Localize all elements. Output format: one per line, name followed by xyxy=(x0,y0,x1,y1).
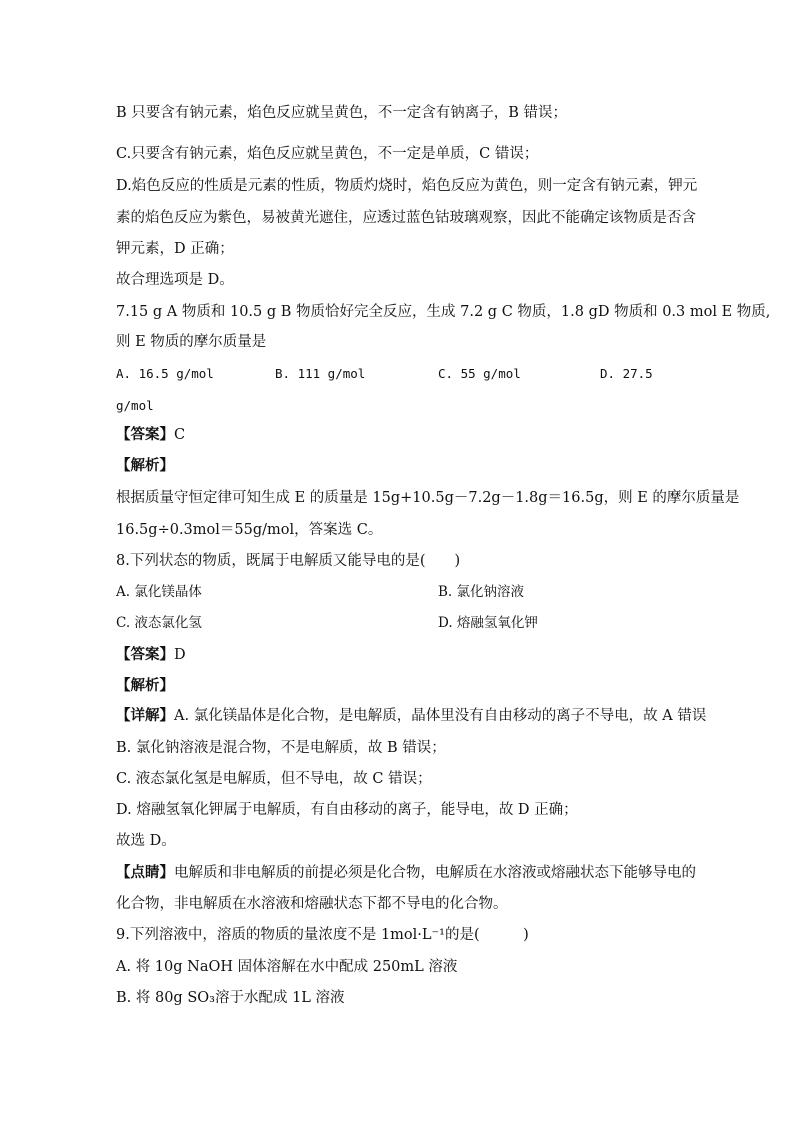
q8-option-d: D. 熔融氢氧化钾 xyxy=(438,615,538,631)
answer-tag: 【答案】 xyxy=(116,646,174,663)
answer-value: D xyxy=(174,647,186,663)
answer-line xyxy=(116,425,694,445)
text-line: 根据质量守恒定律可知生成 E 的质量是 15g+10.5g－7.2g－1.8g＝16.5g，则 E 的摩尔质量是 xyxy=(116,490,740,506)
text-line: 故合理选项是 D。 xyxy=(116,272,234,288)
analysis-tag: 【解析】 xyxy=(116,457,174,474)
q8-option-b: B. 氯化钠溶液 xyxy=(438,584,525,600)
q7-option-a: A. 16.5 g/mol xyxy=(116,366,214,381)
hint-text: 电解质和非电解质的前提必须是化合物，电解质在水溶液或熔融状态下能够导电的 xyxy=(174,865,696,881)
q7-option-d: D. 27.5 xyxy=(600,366,653,381)
text-line: 钾元素，D 正确； xyxy=(116,241,234,257)
detail-line xyxy=(116,706,707,726)
q8-option-c: C. 液态氯化氢 xyxy=(116,615,202,631)
answer-tag: 【答案】 xyxy=(116,426,174,443)
text-line: 故选 D。 xyxy=(116,833,176,849)
text-line: B 只要含有钠元素，焰色反应就呈黄色，不一定含有钠离子，B 错误； xyxy=(116,105,568,121)
text-line: 素的焰色反应为紫色，易被黄光遮住，应透过蓝色钴玻璃观察，因此不能确定该物质是否含 xyxy=(116,210,696,226)
text-line: D.焰色反应的性质是元素的性质，物质灼烧时，焰色反应为黄色，则一定含有钠元素，钾元 xyxy=(116,178,698,194)
q7-option-c: C. 55 g/mol xyxy=(438,366,521,381)
q8-option-a: A. 氯化镁晶体 xyxy=(116,584,202,600)
text-line: B. 氯化钠溶液是混合物，不是电解质，故 B 错误； xyxy=(116,740,446,756)
text-line: C. 液态氯化氢是电解质，但不导电，故 C 错误； xyxy=(116,771,432,787)
q9-option-b: B. 将 80g SO₃溶于水配成 1L 溶液 xyxy=(116,990,345,1006)
question-7-stem: 7.15 g A 物质和 10.5 g B 物质恰好完全反应，生成 7.2 g C 物质，1.8 gD 物质和 0.3 mol E 物质, xyxy=(116,304,771,320)
hint-line xyxy=(116,863,694,883)
detail-text: A. 氯化镁晶体是化合物，是电解质，晶体里没有自由移动的离子不导电，故 A 错误 xyxy=(174,708,707,724)
hint-tag: 【点睛】 xyxy=(116,864,174,881)
answer-line xyxy=(116,645,694,665)
text-line: 化合物，非电解质在水溶液和熔融状态下都不导电的化合物。 xyxy=(116,896,508,912)
q7-option-b: B. 111 g/mol xyxy=(275,366,366,381)
text-line: D. 熔融氢氧化钾属于电解质，有自由移动的离子，能导电，故 D 正确； xyxy=(116,802,578,818)
question-9-stem: 9.下列溶液中，溶质的物质的量浓度不是 1mol·L⁻¹的是( ) xyxy=(116,927,529,943)
answer-value: C xyxy=(174,427,186,443)
question-8-stem: 8.下列状态的物质，既属于电解质又能导电的是( ) xyxy=(116,553,461,569)
q9-option-a: A. 将 10g NaOH 固体溶解在水中配成 250mL 溶液 xyxy=(116,959,458,975)
q7-option-d-unit: g/mol xyxy=(116,398,154,413)
text-line: C.只要含有钠元素，焰色反应就呈黄色，不一定是单质，C 错误； xyxy=(116,146,539,162)
analysis-tag: 【解析】 xyxy=(116,677,174,694)
detail-tag: 【详解】 xyxy=(116,707,174,724)
text-line: 16.5g÷0.3mol＝55g/mol，答案选 C。 xyxy=(116,522,383,538)
question-7-stem: 则 E 物质的摩尔质量是 xyxy=(116,334,267,350)
